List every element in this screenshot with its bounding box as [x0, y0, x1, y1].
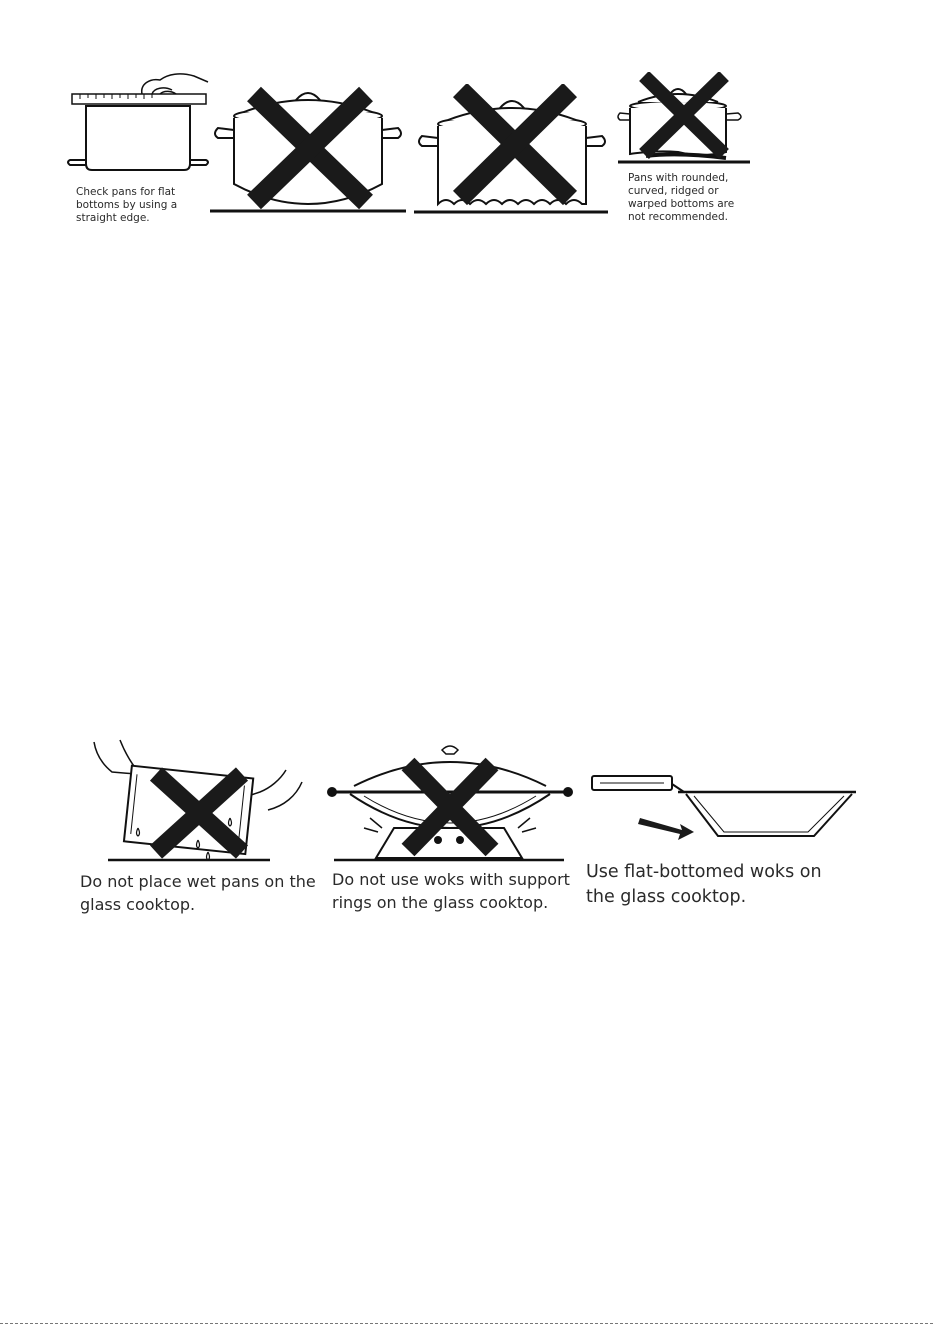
warped-pot-icon — [616, 72, 752, 168]
ridged-pot-icon — [412, 84, 612, 216]
caption-check-flat: Check pans for flat bottoms by using a straight edge. — [76, 186, 178, 224]
caption-support-rings: Do not use woks with support rings on the glass cooktop. — [332, 870, 570, 912]
rounded-pot-icon — [208, 84, 408, 216]
wet-pan-icon — [90, 736, 310, 864]
flat-wok-icon — [590, 770, 860, 846]
caption-flat-woks: Use flat-bottomed woks on the glass cooktop. — [586, 862, 822, 907]
caption-wet-pans: Do not place wet pans on the glass cooktop. — [80, 872, 316, 914]
wok-support-ring-icon — [324, 742, 574, 864]
straight-edge-check-icon — [60, 66, 210, 176]
caption-not-recommended: Pans with rounded, curved, ridged or warped bottoms are not recommended. — [628, 172, 735, 223]
